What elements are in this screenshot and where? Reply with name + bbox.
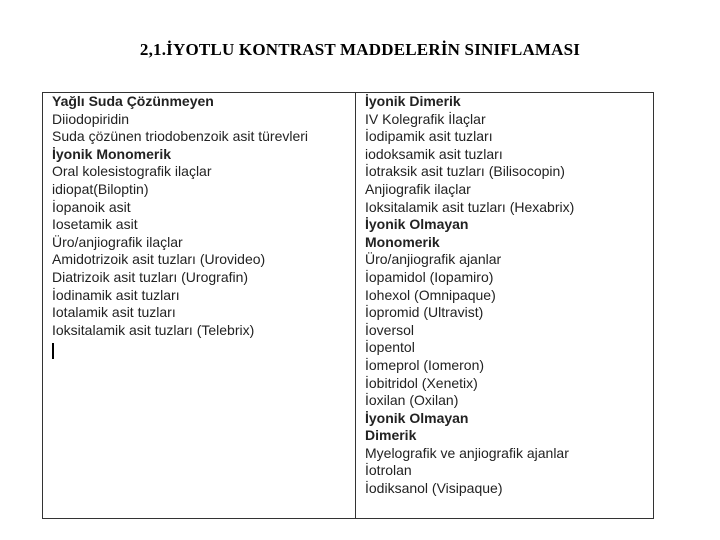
list-item: İopanoik asit (52, 198, 131, 215)
list-item: Diiodopiridin (52, 110, 130, 127)
page-title: 2,1.İYOTLU KONTRAST MADDELERİN SINIFLAMASI (139, 40, 581, 59)
list-item: iodoksamik asit tuzları (365, 145, 503, 162)
list-item: Oral kolesistografik ilaçlar (52, 163, 212, 180)
list-item: İotrolan (365, 462, 412, 479)
classification-table (42, 92, 654, 519)
list-item: Üro/anjiografik ilaçlar (52, 233, 183, 250)
category-heading: İyonik Olmayan (365, 216, 469, 233)
list-item: İopamidol (Iopamiro) (365, 268, 494, 285)
list-item: Myelografik ve anjiografik ajanlar (365, 444, 569, 461)
right-column (365, 93, 574, 498)
list-item: Diatrizoik asit tuzları (Urografin) (52, 268, 249, 285)
category-heading: Dimerik (365, 427, 417, 444)
list-item: İodiksanol (Visipaque) (365, 480, 503, 497)
list-item: İobitridol (Xenetix) (365, 374, 478, 391)
list-item: İodinamik asit tuzları (52, 286, 180, 303)
category-heading: İyonik Monomerik (52, 145, 172, 162)
list-item: Amidotrizoik asit tuzları (Urovideo) (52, 251, 266, 268)
list-item: Iotalamik asit tuzları (52, 304, 176, 321)
list-item: Üro/anjiografik ajanlar (365, 251, 502, 268)
list-item: Ioksitalamik asit tuzları (Hexabrix) (365, 198, 575, 215)
column-divider (355, 93, 356, 518)
list-item: Iohexol (Omnipaque) (365, 286, 496, 303)
category-heading: Monomerik (365, 233, 440, 250)
category-heading: Yağlı Suda Çözünmeyen (52, 93, 214, 109)
list-item: Ioksitalamik asit tuzları (Telebrix) (52, 321, 255, 338)
list-item: Anjiografik ilaçlar (365, 180, 471, 197)
list-item: İoxilan (Oxilan) (365, 392, 459, 409)
list-item: İoversol (365, 321, 415, 338)
category-heading: İyonik Dimerik (365, 93, 461, 109)
list-item: idiopat(Biloptin) (52, 180, 149, 197)
list-item: İodipamik asit tuzları (365, 128, 493, 145)
list-item: İomeprol (Iomeron) (365, 356, 485, 373)
list-item: Suda çözünen triodobenzoik asit türevleri (52, 128, 309, 145)
left-column (52, 93, 308, 339)
list-item: Iosetamik asit (52, 216, 138, 233)
list-item: İopromid (Ultravist) (365, 304, 484, 321)
list-item: İopentol (365, 339, 415, 356)
list-item: İotraksik asit tuzları (Bilisocopin) (365, 163, 565, 180)
text-cursor (52, 343, 54, 359)
list-item: IV Kolegrafik İlaçlar (365, 110, 486, 127)
category-heading: İyonik Olmayan (365, 409, 469, 426)
